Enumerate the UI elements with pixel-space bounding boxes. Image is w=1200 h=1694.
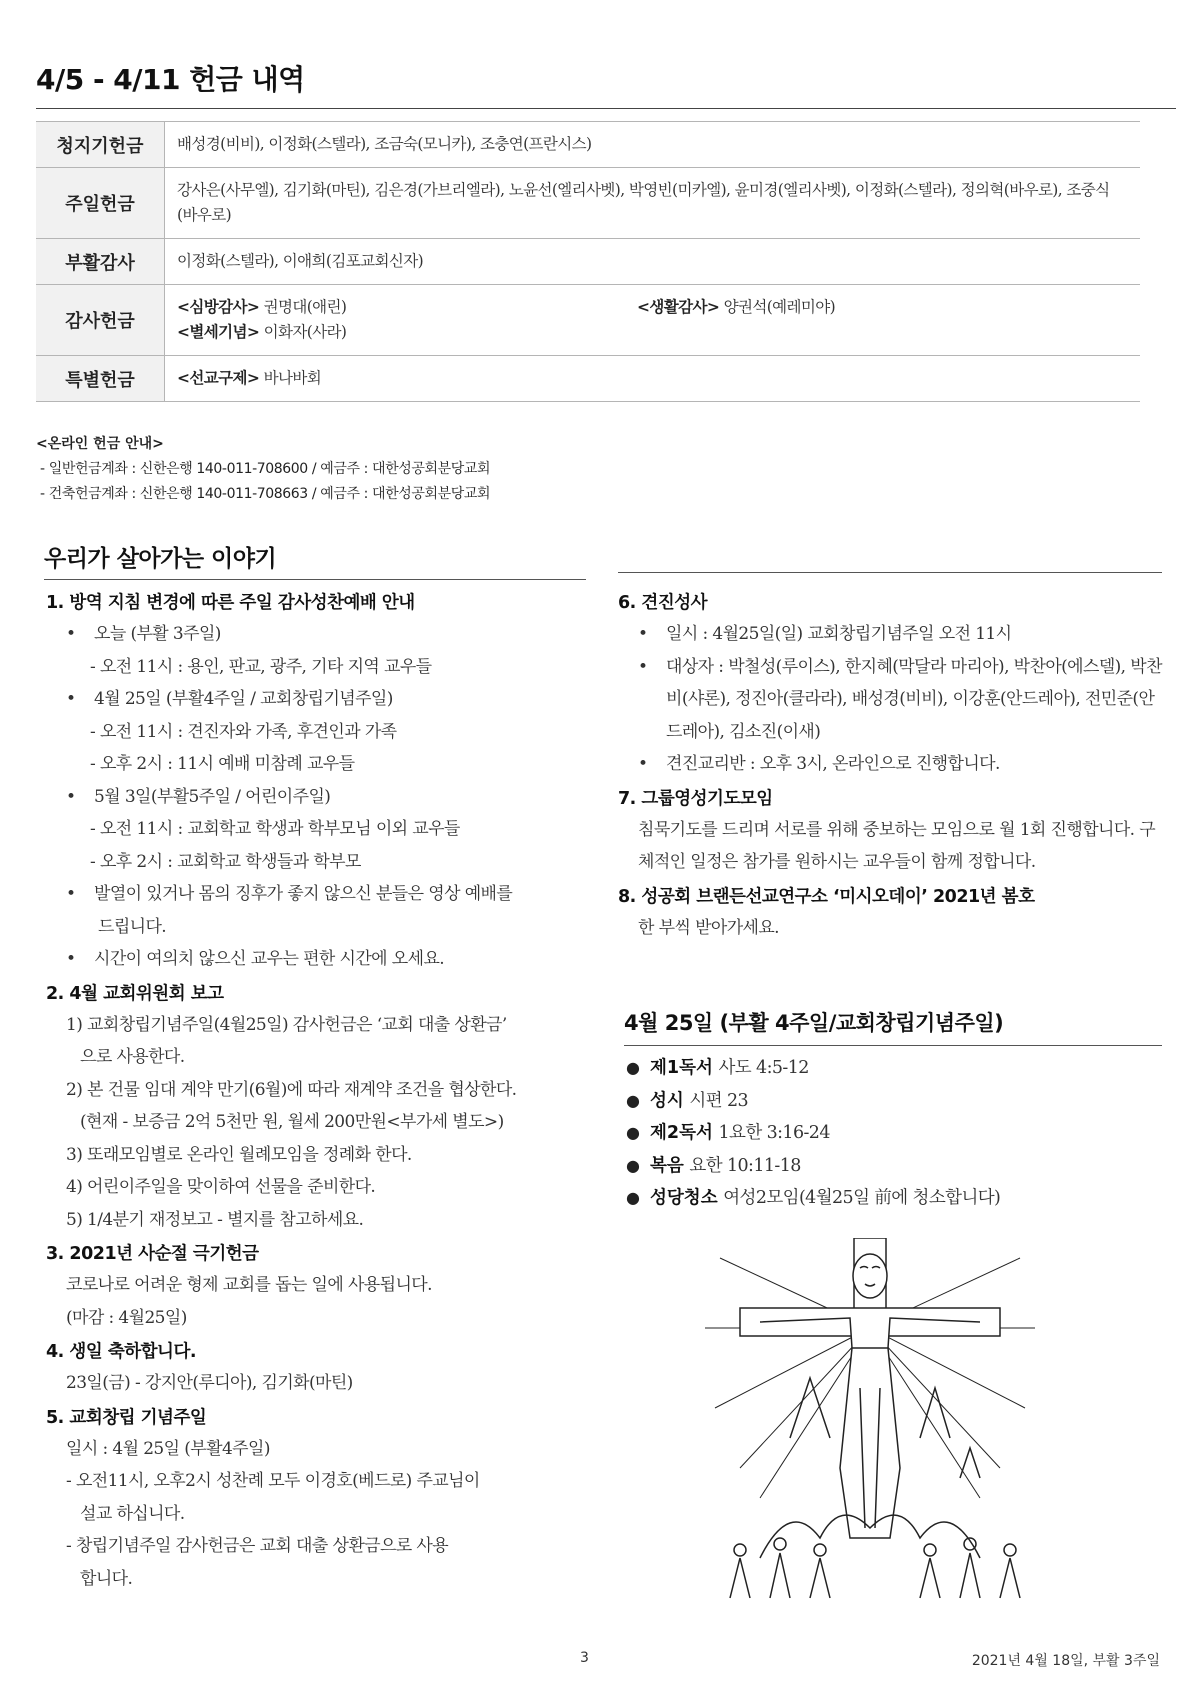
- sub-line: - 오전 11시 : 교회학교 학생과 학부모님 이외 교우들: [90, 819, 460, 839]
- account-line: - 건축헌금계좌 : 신한은행 140-011-708663 / 예금주 : 대한성공회분당교회: [40, 486, 491, 502]
- table-row: [36, 168, 1140, 239]
- value-cell: 이정화(스텔라), 이애희(김포교회신자): [165, 239, 1141, 285]
- page-number: 3: [580, 1650, 589, 1666]
- entry-names: 양권석(예레미야): [723, 298, 836, 316]
- category-cell: 주일헌금: [36, 168, 165, 239]
- readings-list: [626, 1052, 1166, 1215]
- item-title: 1. 방역 지침 변경에 따른 주일 감사성찬예배 안내: [46, 593, 415, 613]
- entry-names: 권명대(애린): [263, 298, 347, 316]
- text-line: - 창립기념주일 감사헌금은 교회 대출 상환금으로 사용: [66, 1536, 449, 1556]
- list-item: ● 제2독서 1요한 3:16-24: [626, 1123, 830, 1143]
- text-line: 23일(금) - 강지안(루디아), 김기화(마틴): [66, 1373, 353, 1393]
- thanks-entry: [177, 295, 637, 320]
- value-cell: 강사은(사무엘), 김기화(마틴), 김은경(가브리엘라), 노윤선(엘리사벳), 박영빈(미카엘), 윤미경(엘리사벳), 이정화(스텔라), 정의혁(바우로), 조중식(바우로): [165, 168, 1141, 239]
- online-heading: <온라인 헌금 안내>: [36, 436, 164, 452]
- thanks-entry: [637, 295, 1097, 320]
- table-row: [36, 239, 1140, 285]
- bullet-line: • 시간이 여의치 않으신 교우는 편한 시간에 오세요.: [66, 949, 445, 969]
- text-line: 1) 교회창립기념주일(4월25일) 감사헌금은 ‘교회 대출 상환금’: [66, 1014, 507, 1035]
- text-line: 으로 사용한다.: [80, 1047, 185, 1067]
- sub-line: - 오전 11시 : 용인, 판교, 광주, 기타 지역 교우들: [90, 656, 432, 677]
- category-cell: 감사헌금: [36, 285, 165, 356]
- text-line: 일시 : 4월 25일 (부활4주일): [66, 1438, 270, 1459]
- value-cell: 배성경(비비), 이정화(스텔라), 조금숙(모니카), 조충연(프란시스): [165, 122, 1141, 168]
- text-line: - 오전11시, 오후2시 성찬례 모두 이경호(베드로) 주교님이: [66, 1471, 480, 1491]
- left-column: [46, 585, 591, 1595]
- bullet-continuation: 드립니다.: [98, 916, 167, 937]
- list-item: ● 복음 요한 10:11-18: [626, 1155, 801, 1176]
- text-line: (마감 : 4월25일): [66, 1307, 187, 1328]
- bullet-line: • 발열이 있거나 몸의 징후가 좋지 않으신 분들은 영상 예배를: [66, 884, 513, 904]
- page-title: 4/5 - 4/11 헌금 내역: [36, 58, 1176, 109]
- christ-on-cross-illustration: [700, 1238, 1040, 1600]
- divider: [618, 572, 1162, 573]
- item-title: 6. 견진성사: [618, 593, 708, 613]
- item-title: 3. 2021년 사순절 극기헌금: [46, 1244, 259, 1264]
- list-item: ● 제1독서 사도 4:5-12: [626, 1058, 809, 1078]
- sub-line: - 오전 11시 : 견진자와 가족, 후견인과 가족: [90, 721, 397, 742]
- text-line: 3) 또래모임별로 온라인 월례모임을 정례화 한다.: [66, 1144, 412, 1165]
- thanks-entry: [177, 320, 1128, 345]
- easter-section-title: 4월 25일 (부활 4주일/교회창립기념주일): [624, 1007, 1162, 1046]
- footer-date: 2021년 4월 18일, 부활 3주일: [971, 1653, 1160, 1669]
- bullet-line: • 4월 25일 (부활4주일 / 교회창립기념주일): [66, 689, 393, 709]
- value-cell: [165, 356, 1141, 402]
- section-title: 우리가 살아가는 이야기: [44, 540, 586, 580]
- item-title: 8. 성공회 브랜든선교연구소 ‘미시오데이’ 2021년 봄호: [618, 886, 1035, 907]
- value-cell: [165, 285, 1141, 356]
- bullet-line: • 오늘 (부활 3주일): [66, 624, 221, 644]
- item-title: 4. 생일 축하합니다.: [46, 1342, 196, 1362]
- text-paragraph: 침묵기도를 드리며 서로를 위해 중보하는 모임으로 월 1회 진행합니다. 구체적인 일정은 참가를 원하시는 교우들이 함께 정합니다.: [638, 819, 1156, 872]
- sub-line: - 오후 2시 : 교회학교 학생들과 학부모: [90, 851, 361, 872]
- offering-table: [36, 121, 1140, 402]
- bullet-line: • 5월 3일(부활5주일 / 어린이주일): [66, 786, 331, 807]
- text-line: (현재 - 보증금 2억 5천만 원, 월세 200만원<부가세 별도>): [80, 1112, 504, 1132]
- text-line: 5) 1/4분기 재정보고 - 별지를 참고하세요.: [66, 1209, 364, 1230]
- bullet-line: • 대상자 : 박철성(루이스), 한지혜(막달라 마리아), 박찬아(에스델), 박찬비(샤론), 정진아(클라라), 배성경(비비), 이강훈(안드레아), 전민준(안드레아), 김소진(이새): [638, 656, 1162, 742]
- list-item: ● 성당청소 여성2모임(4월25일 前에 청소합니다): [626, 1188, 1001, 1208]
- entry-names: 이화자(사라): [263, 323, 347, 341]
- account-line: - 일반헌금계좌 : 신한은행 140-011-708600 / 예금주 : 대한성공회분당교회: [40, 461, 491, 477]
- entry-tag: <심방감사>: [177, 298, 260, 316]
- table-row: [36, 285, 1140, 356]
- entry-tag: <생활감사>: [637, 298, 720, 316]
- entry-tag: <선교구제>: [177, 369, 260, 387]
- entry-names: 바나바회: [263, 369, 322, 387]
- category-cell: 부활감사: [36, 239, 165, 285]
- right-column: [618, 585, 1163, 944]
- text-line: 4) 어린이주일을 맞이하여 선물을 준비한다.: [66, 1177, 376, 1197]
- sub-line: - 오후 2시 : 11시 예배 미참례 교우들: [90, 754, 355, 774]
- item-title: 2. 4월 교회위원회 보고: [46, 983, 224, 1004]
- table-row: [36, 356, 1140, 402]
- category-cell: 청지기헌금: [36, 122, 165, 168]
- entry-tag: <별세기념>: [177, 323, 260, 341]
- text-line: 설교 하십니다.: [80, 1503, 185, 1524]
- text-line: 2) 본 건물 임대 계약 만기(6월)에 따라 재계약 조건을 협상한다.: [66, 1079, 517, 1100]
- text-line: 한 부씩 받아가세요.: [638, 917, 779, 938]
- text-line: 합니다.: [80, 1568, 133, 1589]
- bullet-line: • 일시 : 4월25일(일) 교회창립기념주일 오전 11시: [638, 624, 1012, 644]
- table-row: [36, 122, 1140, 168]
- item-title: 5. 교회창립 기념주일: [46, 1407, 207, 1428]
- text-line: 코로나로 어려운 형제 교회를 돕는 일에 사용됩니다.: [66, 1275, 432, 1295]
- item-title: 7. 그룹영성기도모임: [618, 788, 773, 809]
- bullet-line: • 견진교리반 : 오후 3시, 온라인으로 진행합니다.: [638, 754, 1000, 774]
- category-cell: 특별헌금: [36, 356, 165, 402]
- online-offering-info: [36, 432, 490, 507]
- list-item: ● 성시 시편 23: [626, 1090, 749, 1111]
